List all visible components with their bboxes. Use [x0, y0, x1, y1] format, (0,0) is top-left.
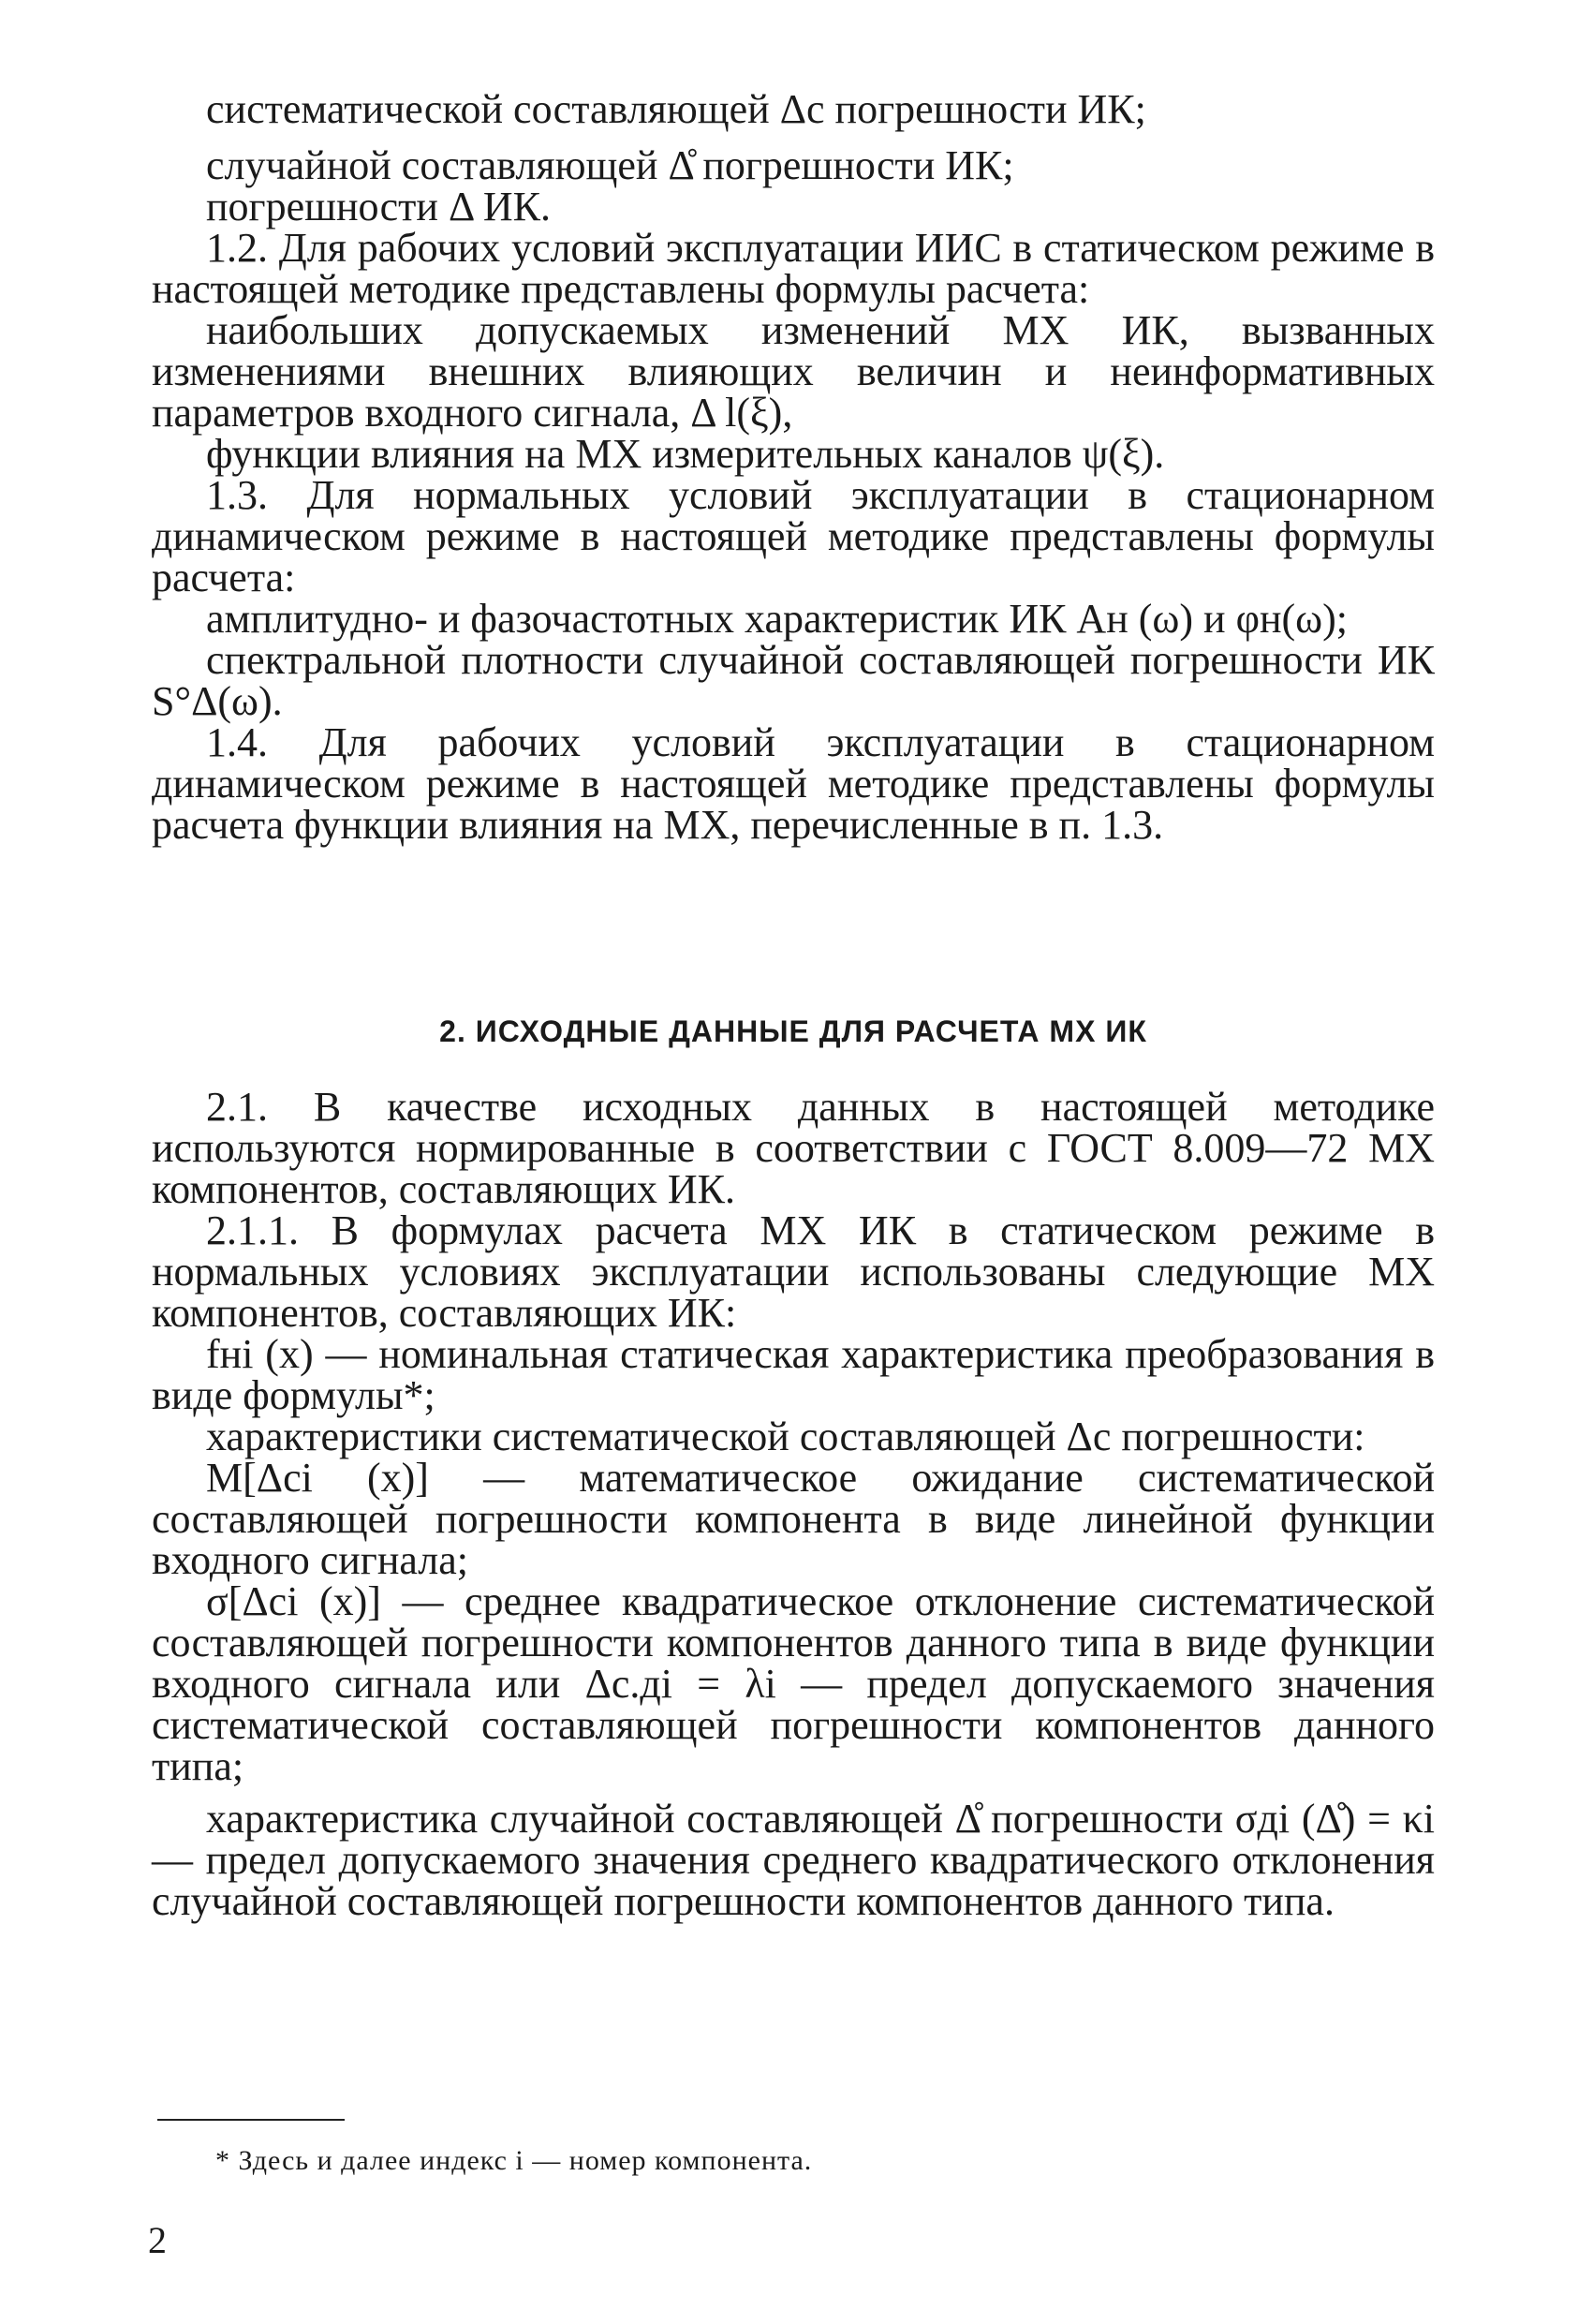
paragraph: наибольших допускаемых изменений МХ ИК, вызванных изменениями внешних влияющих величин и неинформативных параметров входного сигнала, Δ l(ξ),	[152, 307, 1435, 436]
footnote-rule	[157, 2119, 345, 2121]
paragraph: функции влияния на МХ измерительных каналов ψ(ξ).	[206, 431, 1165, 477]
paragraph: характеристики систематической составляющей Δс погрешности:	[206, 1414, 1365, 1459]
section-1-text	[152, 86, 1435, 848]
paragraph: амплитудно- и фазочастотных характеристик ИК Aн (ω) и φн(ω);	[206, 596, 1349, 642]
section-2-text	[152, 1084, 1435, 1924]
section-heading: 2. ИСХОДНЫЕ ДАННЫЕ ДЛЯ РАСЧЕТА МХ ИК	[439, 1014, 1147, 1048]
paragraph: σ[Δci (x)] — среднее квадратическое отклонение систематической составляющей погрешности компонентов данного типа в виде функции входного сигнала или Δc.дi = λi — предел допускаемого значения систематической составляющей погрешности компонентов данного типа;	[152, 1578, 1435, 1789]
paragraph: систематической составляющей Δс погрешности ИК;	[206, 86, 1146, 132]
paragraph: характеристика случайной составляющей Δ̊ погрешности σдi (Δ̊) = κi — предел допускаемого значения среднего квадратического отклонения случайной составляющей погрешности компонентов данного типа.	[152, 1796, 1435, 1924]
paragraph: случайной составляющей Δ̊ погрешности ИК;	[206, 142, 1014, 188]
paragraph: 2.1. В качестве исходных данных в настоящей методике используются нормированные в соответствии с ГОСТ 8.009—72 МХ компонентов, составляющих ИК.	[152, 1084, 1435, 1212]
footnote: * Здесь и далее индекс i — номер компонента.	[215, 2145, 813, 2176]
paragraph: 2.1.1. В формулах расчета МХ ИК в статическом режиме в нормальных условиях эксплуатации использованы следующие МХ компонентов, составляющих ИК:	[152, 1207, 1435, 1336]
paragraph: M[Δci (x)] — математическое ожидание систематической составляющей погрешности компонента в виде линейной функции входного сигнала;	[152, 1455, 1435, 1583]
paragraph: fнi (x) — номинальная статическая характеристика преобразования в виде формулы*;	[152, 1331, 1435, 1418]
paragraph: 1.3. Для нормальных условий эксплуатации в стационарном динамическом режиме в настоящей методике представлены формулы расчета:	[152, 472, 1435, 600]
paragraph: 1.4. Для рабочих условий эксплуатации в стационарном динамическом режиме в настоящей методике представлены формулы расчета функции влияния на МХ, перечисленные в п. 1.3.	[152, 719, 1435, 848]
paragraph: погрешности Δ ИК.	[206, 184, 551, 229]
paragraph: 1.2. Для рабочих условий эксплуатации ИИС в статическом режиме в настоящей методике представлены формулы расчета:	[152, 225, 1435, 312]
page-number: 2	[148, 2219, 167, 2261]
paragraph: спектральной плотности случайной составляющей погрешности ИК S°Δ(ω).	[152, 637, 1435, 724]
